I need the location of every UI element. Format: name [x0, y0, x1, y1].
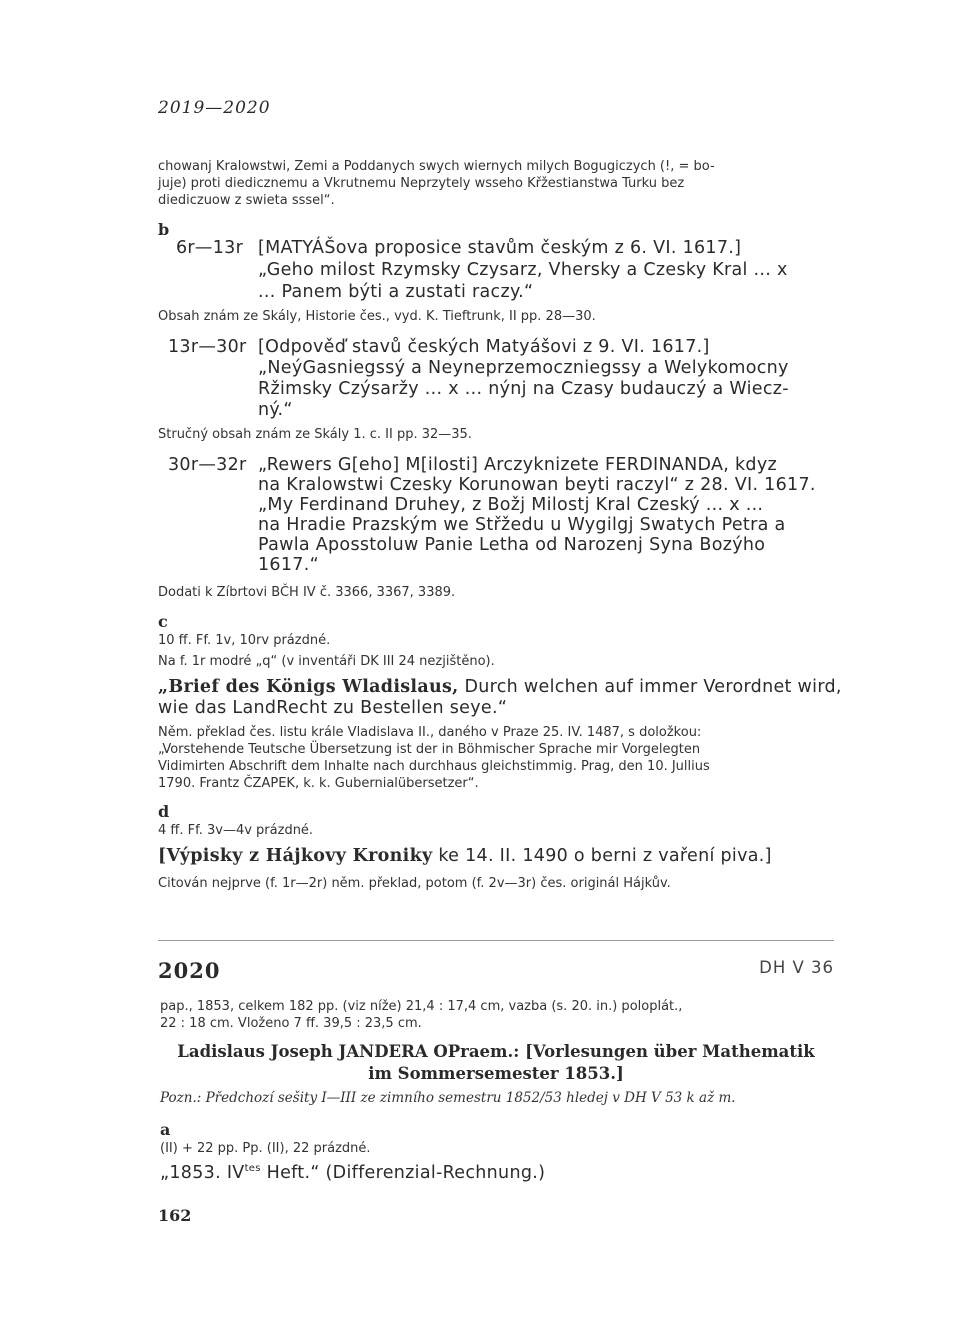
item-title-rest: ke 14. II. 1490 o berni z vaření piva.]: [432, 846, 772, 866]
intro-line-3: diediczuow z swieta sssel“.: [158, 193, 335, 208]
item-title-rest: Durch welchen auf immer Verordnet wird,: [458, 677, 842, 697]
incipit-pre: „1853. IV: [160, 1163, 245, 1183]
item-line: na Kralowstwi Czesky Korunowan beyti raczyl“ z 28. VI. 1617.: [258, 475, 816, 495]
section-letter-a: a: [160, 1120, 171, 1139]
item-line: „Geho milost Rzymsky Czysarz, Vhersky a Czesky Kral ... x: [258, 260, 788, 280]
item-line: Ržimsky Czýsaržy ... x ... nýnj na Czasy budauczý a Wiecz-: [258, 379, 789, 399]
physical-description: 22 : 18 cm. Vloženo 7 ff. 39,5 : 23,5 cm.: [160, 1016, 422, 1031]
incipit-superscript: tes: [244, 1163, 261, 1175]
intro-line-1: chowanj Kralowstwi, Zemi a Poddanych swych wiernych milych Bogugiczych (!, = bo-: [158, 159, 715, 174]
item-line: na Hradie Prazským we Střžedu u Wygilgj Swatych Petra a: [258, 515, 786, 535]
note-line: 1790. Frantz ČZAPEK, k. k. Gubernialübersetzer“.: [158, 776, 479, 791]
item-line: „NeýGasniegssý a Neyneprzemoczniegssy a Welykomocny: [258, 358, 789, 378]
note-line: „Vorstehende Teutsche Übersetzung ist der in Böhmischer Sprache mir Vorgelegten: [158, 742, 701, 757]
note-line: Vidimirten Abschrift dem Inhalte nach durchhaus gleichstimmig. Prag, den 10. Jullius: [158, 759, 710, 774]
incipit-post: Heft.“ (Differenzial-Rechnung.): [260, 1163, 546, 1183]
item-title-line: wie das LandRecht zu Bestellen seye.“: [158, 698, 508, 718]
item-line: „Rewers G[eho] M[ilosti] Arczyknizete FERDINANDA, kdyz: [258, 455, 777, 475]
note-line: Něm. překlad čes. listu krále Vladislava II., daného v Praze 25. IV. 1487, s doložkou:: [158, 725, 702, 740]
section-meta: 10 ff. Ff. 1v, 10rv prázdné.: [158, 633, 331, 648]
item-title-bold: [Výpisky z Hájkovy Kroniky: [158, 846, 433, 866]
work-title: Ladislaus Joseph JANDERA OPraem.: [Vorlesungen über Mathematik: [177, 1042, 815, 1061]
intro-line-2: juje) proti diedicznemu a Vkrutnemu Neprzytely wsseho Křžestianstwa Turku bez: [158, 176, 685, 191]
item-line: [Odpověď stavů českých Matyášovi z 9. VI. 1617.]: [258, 337, 710, 357]
shelfmark: DH V 36: [759, 958, 834, 977]
item-title-bold: „Brief des Königs Wladislaus,: [158, 677, 459, 697]
section-letter-b: b: [158, 220, 170, 239]
entry-divider: [158, 940, 834, 941]
item-line: 1617.“: [258, 555, 319, 575]
entry-number: 2020: [158, 958, 221, 983]
item-note: Stručný obsah znám ze Skály 1. c. II pp. 32—35.: [158, 427, 472, 442]
section-meta: (II) + 22 pp. Pp. (II), 22 prázdné.: [160, 1141, 371, 1156]
item-note: Obsah znám ze Skály, Historie čes., vyd. K. Tieftrunk, II pp. 28—30.: [158, 309, 596, 324]
running-head: 2019—2020: [158, 98, 271, 118]
item-line: Pawla Aposstoluw Panie Letha od Narozenj Syna Bozýho: [258, 535, 766, 555]
work-title: im Sommersemester 1853.]: [368, 1064, 624, 1083]
item-title: [158, 846, 772, 866]
folio-range: 13r—30r: [168, 337, 247, 357]
item-line: ný.“: [258, 400, 293, 420]
folio-range: 6r—13r: [176, 238, 244, 258]
item-line: „My Ferdinand Druhey, z Božj Milostj Kral Czeský ... x ...: [258, 495, 764, 515]
section-meta: Na f. 1r modré „q“ (v inventáři DK III 24 nezjištěno).: [158, 654, 495, 669]
physical-description: pap., 1853, celkem 182 pp. (viz níže) 21,4 : 17,4 cm, vazba (s. 20. in.) poloplát.,: [160, 999, 683, 1014]
item-note: Citován nejprve (f. 1r—2r) něm. překlad, potom (f. 2v—3r) čes. originál Hájkův.: [158, 876, 671, 891]
item-title: [158, 677, 842, 697]
item-line: ... Panem býti a zustati raczy.“: [258, 282, 534, 302]
note: Pozn.: Předchozí sešity I—III ze zimního semestru 1852/53 hledej v DH V 53 k až m.: [160, 1090, 736, 1106]
page-number: 162: [158, 1206, 192, 1225]
section-letter-d: d: [158, 802, 170, 821]
item-line: [MATYÁŠova proposice stavům českým z 6. VI. 1617.]: [258, 238, 742, 258]
item-note: Dodati k Zíbrtovi BČH IV č. 3366, 3367, 3389.: [158, 585, 456, 600]
incipit: [160, 1163, 545, 1183]
section-letter-c: c: [158, 612, 168, 631]
section-meta: 4 ff. Ff. 3v—4v prázdné.: [158, 823, 314, 838]
folio-range: 30r—32r: [168, 455, 247, 475]
